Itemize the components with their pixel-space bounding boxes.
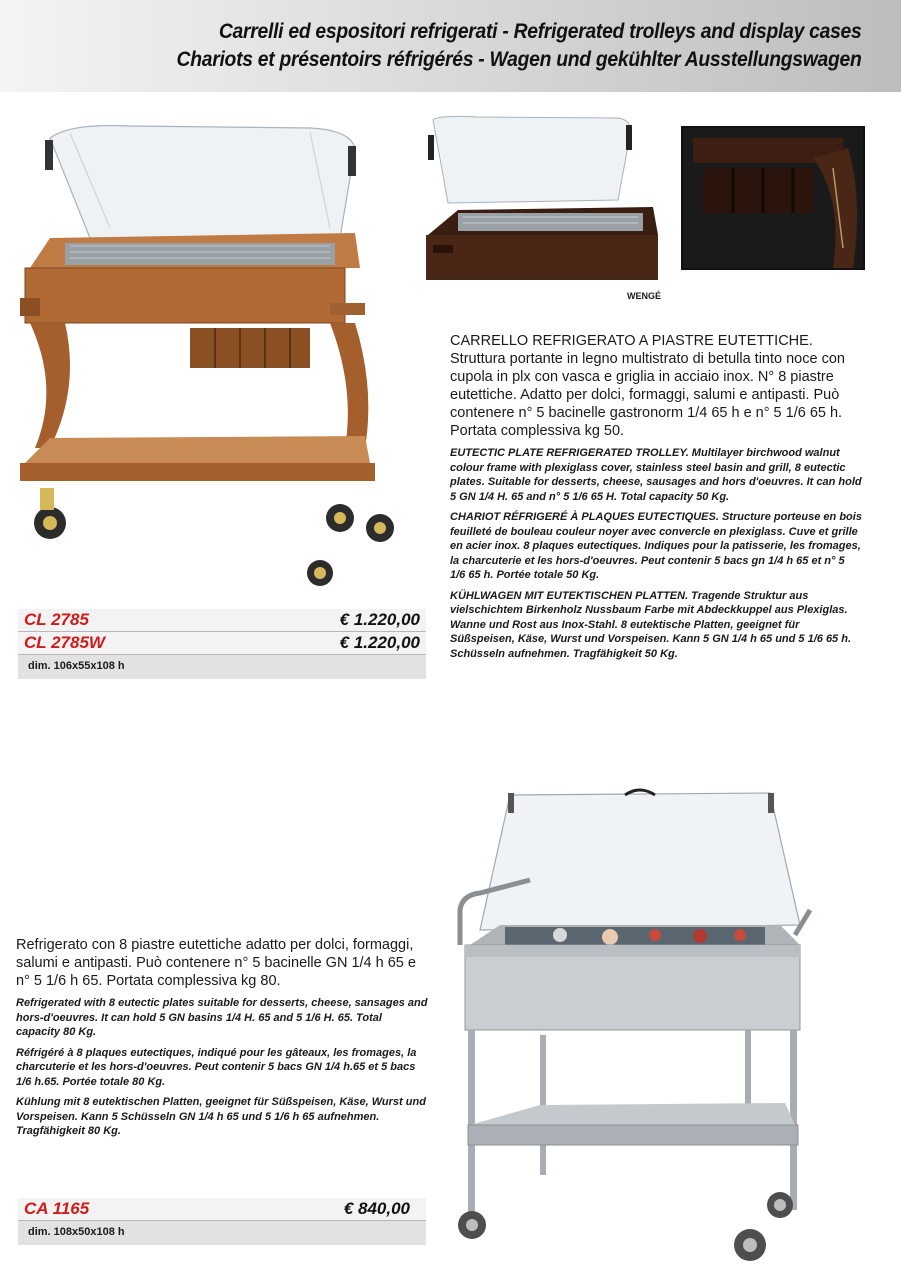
product-1-desc-it: CARRELLO REFRIGERATO A PIASTRE EUTETTICHE. Struttura portante in legno multistrato di betulla tinto noce con cupola in plx con vasca e griglia in acciaio inox. N° 8 piastre eutettiche. Adatto per dolci, formaggi, salumi e antipasti. Può contenere n° 5 bacinelle gastronorm 1/4 65 h e n° 5 1/6 65 h. Portata complessiva kg 50.	[450, 333, 845, 439]
product-2-desc-fr: Réfrigéré à 8 plaques eutectiques, indiqué pour les gâteaux, les fromages, la charcuterie et les hors-d'oeuvres. Peut contenir 5 bacs GN 1/4 h.65 et 5 bacs 1/6 h.65. Portée totale 80 Kg.	[16, 1046, 417, 1088]
header-title-line-1: Carrelli ed espositori refrigerati - Refrigerated trolleys and display cases	[218, 20, 861, 43]
wooden-trolley-image	[10, 118, 405, 588]
wenge-trolley-image	[418, 115, 660, 285]
product-code: CL 2785W	[24, 633, 105, 652]
product-2-desc-it: Refrigerato con 8 piastre eutettiche adatto per dolci, formaggi, salumi e antipasti. Può contenere n° 5 bacinelle GN 1/4 h 65 e n° 5 1/6 h 65. Portata complessiva kg 80.	[16, 937, 416, 989]
product-1-desc-en: EUTECTIC PLATE REFRIGERATED TROLLEY. Multilayer birchwood walnut colour frame with plexiglass cover, stainless steel basin and grill, 8 eutectic plates. Suitable for desserts, cheese, sausages and hors d'oeuvres. It can hold 5 GN 1/4 H. 65 and n° 5 1/6 65 H. Total capacity 50 Kg.	[450, 447, 862, 503]
steel-trolley-image	[440, 785, 880, 1265]
product-code: CA 1165	[24, 1199, 90, 1218]
wenge-variant-label: WENGÉ	[627, 291, 662, 301]
page-header	[0, 0, 901, 92]
product-1-desc-de: KÜHLWAGEN MIT EUTEKTISCHEN PLATTEN. Tragende Struktur aus vielschichtem Birkenholz Nussbaum Farbe mit Abdeckkuppel aus Plexiglas. Wanne und Rost aus Inox-Stahl. 8 eutektische Platten, geeignet für Süßspeisen, Käse, Wurst und Vorspeisen. Kann 5 GN 1/4 h 65 und 5 1/6 65 h. Schüsseln aufnehmen. Tragfähigkeit 50 Kg.	[450, 589, 852, 660]
price-row	[18, 609, 426, 632]
product-2-desc-de: Kühlung mit 8 eutektischen Platten, geeignet für Süßspeisen, Käse, Wurst und Vorspeisen. Kann 5 Schüsseln GN 1/4 h 65 und 5 1/6 h 65 aufnehmen. Tragfähigkeit 80 Kg.	[16, 1096, 426, 1137]
product-2-description	[16, 936, 428, 1145]
dimensions: dim. 106x55x108 h	[28, 660, 125, 672]
product-1-price-table	[18, 609, 426, 679]
price-row	[18, 632, 426, 655]
product-1-desc-fr: CHARIOT RÉFRIGERÉ À PLAQUES EUTECTIQUES. Structure porteuse en bois feuilleté de bouleau couleur noyer avec convercle en plexiglass. Cuve et grille en acier inox. 8 plaques eutectiques. Indiques pour la patisserie, les fromages, la charcuterie et les hors-d'oeuvres. Peut contenir 5 bacs gn 1/4 h 65 et n° 5 1/6 65 h. Portée totale 50 Kg.	[450, 511, 862, 581]
product-price: € 1.220,00	[339, 610, 420, 629]
dimension-row	[18, 655, 426, 679]
product-1-description	[450, 332, 862, 667]
product-code: CL 2785	[24, 610, 89, 629]
dimensions: dim. 108x50x108 h	[28, 1226, 125, 1238]
product-price: € 840,00	[343, 1199, 410, 1218]
dimension-row	[18, 1221, 426, 1245]
product-2-price-table	[18, 1198, 426, 1245]
leg-detail-image	[681, 126, 865, 270]
price-row	[18, 1198, 426, 1221]
product-2-desc-en: Refrigerated with 8 eutectic plates suitable for desserts, cheese, sansages and hors-d'oeuvres. It can hold 5 GN basins 1/4 H. 65 and 5 1/6 H. 65. Total capacity 80 Kg.	[16, 997, 428, 1038]
product-price: € 1.220,00	[339, 633, 420, 652]
header-title-line-2: Chariots et présentoirs réfrigérés - Wagen und gekühlter Ausstellungswagen	[176, 48, 861, 71]
